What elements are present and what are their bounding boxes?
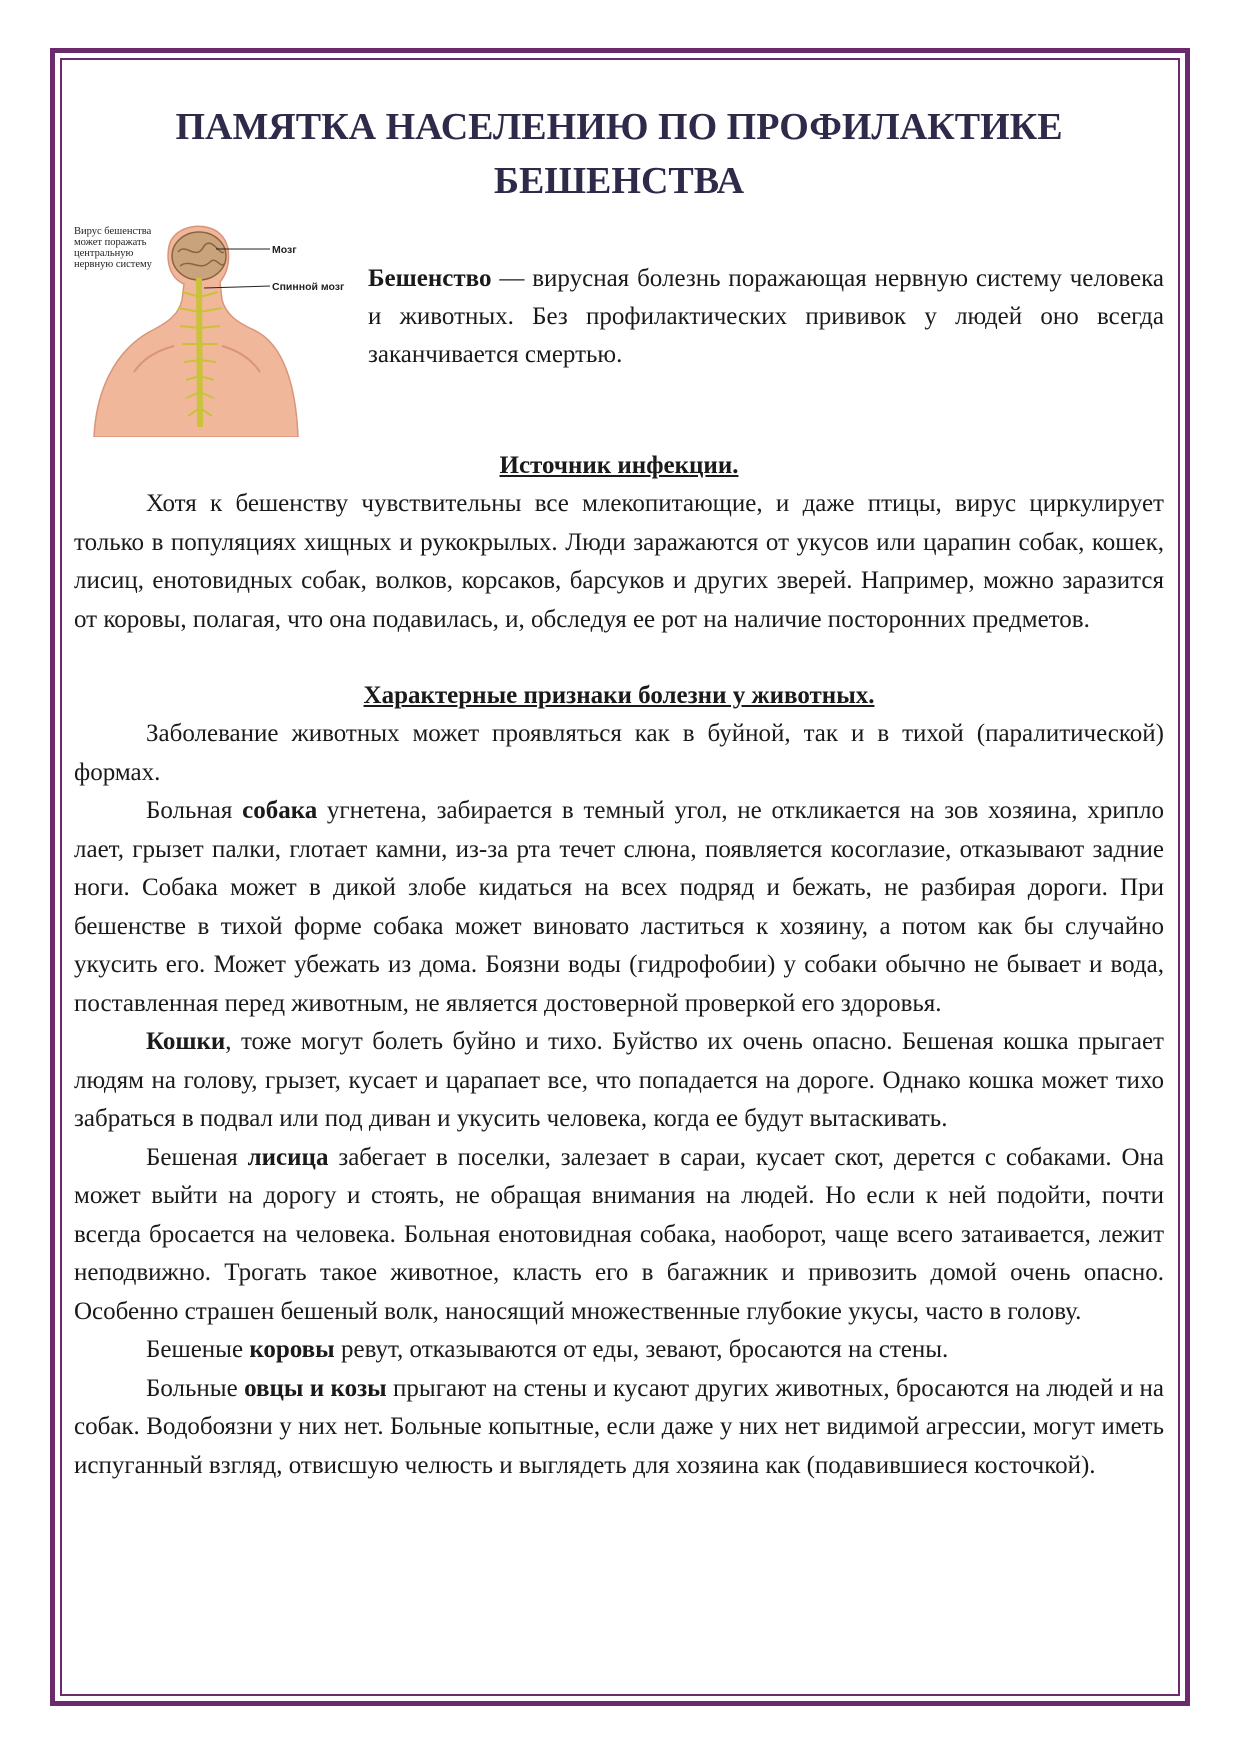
- paragraph-infection-source: Хотя к бешенству чувствительны все млекопитающие, и даже птицы, вирус циркулирует только в популяциях хищных и рукокрылых. Люди заражаются от укусов или царапин собак, кошек, лисиц, енотовидных собак, волков, корсаков, барсуков и других зверей. Например, можно заразится от коровы, полагая, что она подавилась, и, обследуя ее рот на наличие посторонних предметов.: [74, 490, 1164, 633]
- section-gap: [74, 639, 1164, 677]
- paragraph-forms: Заболевание животных может проявляться как в буйной, так и в тихой (паралитической) формах.: [74, 720, 1164, 786]
- memo-content: [74, 100, 1164, 1485]
- fox-term: лисица: [247, 1143, 329, 1171]
- fox-text: забегает в поселки, залезает в сараи, кусает скот, дерется с собаками. Она может выйти на дорогу и стоять, не обращая внимания на людей. Но если к ней подойти, почти всегда бросается на человека. Больная енотовидная собака, наоборот, чаще всего затаивается, лежит неподвижно. Трогать такое животное, класть его в багажник и привозить домой очень опасно. Особенно страшен бешеный волк, наносящий множественные глубокие укусы, часто в голову.: [74, 1143, 1164, 1325]
- figure-label-brain: Мозг: [272, 244, 297, 256]
- dog-text: угнетена, забирается в темный угол, не откликается на зов хозяина, хрипло лает, грызет палки, глотает камни, из-за рта течет слюна, появляется косоглазие, отказывают задние ноги. Собака может в дикой злобе кидаться на всех подряд и бежать, не разбирая дороги. При бешенстве в тихой форме собака может виновато ластиться к хозяину, а потом как бы случайно укусить его. Может убежать из дома. Боязни воды (гидрофобии) у собаки обычно не бывает и вода, поставленная перед животным, не является достоверной проверкой его здоровья.: [74, 797, 1164, 1017]
- title-line-1: ПАМЯТКА НАСЕЛЕНИЮ ПО ПРОФИЛАКТИКЕ: [175, 106, 1063, 148]
- paragraph-dog: [74, 792, 1164, 1023]
- figure-label-spine: Спинной мозг: [272, 281, 345, 293]
- figure-caption-line-4: нервную систему: [74, 259, 152, 270]
- intro-paragraph: [368, 260, 1164, 374]
- paragraph-cow: [74, 1331, 1164, 1370]
- title-line-2: БЕШЕНСТВА: [493, 160, 745, 202]
- cow-text: ревут, отказываются от еды, зевают, бросаются на стены.: [334, 1336, 949, 1363]
- dog-term: собака: [242, 797, 318, 824]
- dog-prefix: Больная: [146, 797, 243, 824]
- cat-term: Кошки: [146, 1028, 226, 1055]
- intro-term: Бешенство: [368, 265, 492, 292]
- paragraph-sheep-goats: [74, 1370, 1164, 1486]
- paragraph-cat: [74, 1023, 1164, 1139]
- intro-block: [74, 222, 1164, 447]
- sheep-text: прыгают на стены и кусают других животных, бросаются на людей и на собак. Водобоязни у них нет. Больные копытные, если даже у них нет видимой агрессии, могут иметь испуганный взгляд, отвисшую челюсть и выглядеть для хозяина как (подавившиеся косточкой).: [74, 1374, 1164, 1479]
- figure-caption-line-2: может поражать: [74, 237, 147, 248]
- section-heading-symptoms: Характерные признаки болезни у животных.: [363, 682, 875, 709]
- section-heading-infection-source: Источник инфекции.: [499, 452, 739, 479]
- intro-text: — вирусная болезнь поражающая нервную систему человека и животных. Без профилактических прививок у людей оно всегда заканчивается смертью.: [368, 265, 1164, 368]
- cat-text: , тоже могут болеть буйно и тихо. Буйство их очень опасно. Бешеная кошка прыгает людям на голову, грызет, кусает и царапает все, что попадается на дороге. Однако кошка может тихо забраться в подвал или под диван и укусить человека, когда ее будут вытаскивать.: [74, 1028, 1164, 1132]
- memo-title: [74, 100, 1164, 208]
- paragraph-fox: [74, 1139, 1164, 1332]
- fox-prefix: Бешеная: [146, 1143, 248, 1171]
- figure-caption-line-3: центральную: [74, 248, 134, 259]
- spinal-cord-illustration: [74, 222, 364, 437]
- sheep-prefix: Больные: [146, 1374, 245, 1402]
- sheep-term: овцы и козы: [244, 1374, 387, 1402]
- cow-term: коровы: [249, 1336, 335, 1363]
- figure-caption-line-1: Вирус бешенства: [74, 226, 152, 237]
- cow-prefix: Бешеные: [146, 1336, 250, 1363]
